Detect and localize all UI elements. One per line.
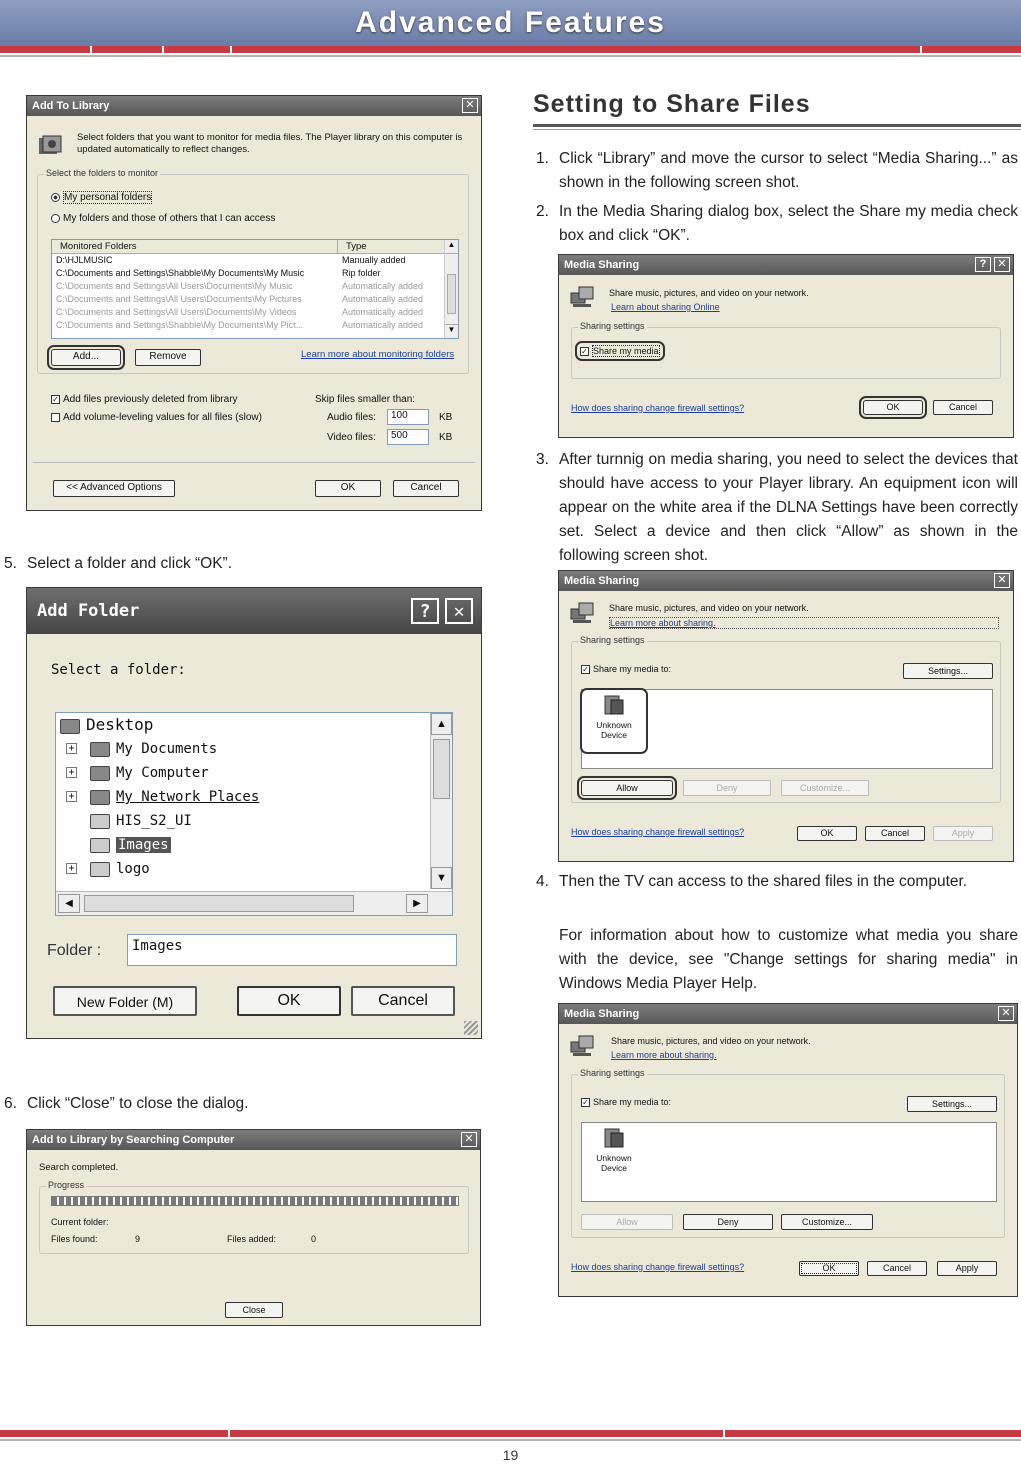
add-button[interactable]: Add... xyxy=(51,349,121,366)
tree-item[interactable] xyxy=(56,737,452,761)
firewall-help-link[interactable]: How does sharing change firewall settings? xyxy=(571,1262,745,1272)
tree-item-label: logo xyxy=(116,861,150,877)
audio-kb-unit: KB xyxy=(439,412,453,423)
table-row[interactable] xyxy=(52,267,458,280)
folder-cell: D:\HJLMUSIC xyxy=(56,255,113,265)
network-share-icon xyxy=(569,285,595,312)
dialog-title: Media Sharing xyxy=(564,1008,640,1020)
folder-input[interactable]: Images xyxy=(127,934,457,966)
type-cell: Automatically added xyxy=(342,281,424,291)
audio-size-input[interactable]: 100 xyxy=(387,409,429,425)
documents-icon xyxy=(90,742,110,757)
cancel-button[interactable]: Cancel xyxy=(393,480,459,497)
monitored-folders-list[interactable] xyxy=(51,239,459,339)
new-folder-button[interactable]: New Folder (M) xyxy=(53,986,197,1016)
radio-my-folders-and-others[interactable]: My folders and those of others that I can access xyxy=(51,213,275,224)
dialog-title: Add to Library by Searching Computer xyxy=(32,1134,235,1146)
table-row[interactable] xyxy=(52,306,458,319)
cancel-button[interactable]: Cancel xyxy=(933,400,993,415)
sharing-settings-label: Sharing settings xyxy=(580,1068,645,1078)
tree-item-label: HIS_S2_UI xyxy=(116,813,192,829)
close-icon[interactable]: ✕ xyxy=(994,257,1010,272)
table-row[interactable] xyxy=(52,254,458,267)
header-rule xyxy=(0,55,1021,57)
share-my-media-checkbox[interactable]: ✓ Share my media xyxy=(579,345,661,357)
help-icon[interactable]: ? xyxy=(411,598,439,624)
type-cell: Rip folder xyxy=(342,268,381,278)
allow-button[interactable]: Allow xyxy=(581,780,673,796)
share-my-media-checkbox[interactable]: ✓ Share my media to: xyxy=(582,664,672,675)
type-cell: Automatically added xyxy=(342,307,424,317)
settings-button[interactable]: Settings... xyxy=(907,1096,997,1112)
resize-grip-icon[interactable] xyxy=(464,1021,478,1035)
media-sharing-dialog-2 xyxy=(558,570,1014,862)
list-scrollbar[interactable]: ▲ ▼ xyxy=(444,240,458,338)
dialog-title: Media Sharing xyxy=(564,575,640,587)
tree-hscrollbar[interactable]: ◀ ▶ xyxy=(56,891,452,915)
share-my-media-checkbox[interactable]: ✓ Share my media to: xyxy=(582,1097,672,1108)
step-3: 3. After turnnig on media sharing, you need to select the devices that should have access to your Player library. An equipment icon will appear on the white area if the DLNA Settings have been correctly set. Select a device and then click “Allow” as shown in the following screen shot. xyxy=(536,451,1018,564)
folder-cell: C:\Documents and Settings\Shabble\My Documents\My Pict... xyxy=(56,320,304,330)
files-found-label: Files found: xyxy=(51,1234,98,1244)
firewall-help-link[interactable]: How does sharing change firewall settings? xyxy=(571,403,745,413)
close-icon[interactable]: ✕ xyxy=(462,98,478,113)
close-icon[interactable]: ✕ xyxy=(998,1006,1014,1021)
folder-cell: C:\Documents and Settings\Shabble\My Documents\My Music xyxy=(56,268,305,278)
folder-icon xyxy=(90,838,110,853)
cancel-button[interactable]: Cancel xyxy=(351,986,455,1016)
step-1: 1. Click “Library” and move the cursor to select “Media Sharing...” as shown in the following screen shot. xyxy=(536,150,1018,191)
sharing-settings-label: Sharing settings xyxy=(580,321,645,331)
tree-item[interactable] xyxy=(56,857,452,881)
apply-button[interactable]: Apply xyxy=(933,826,993,841)
tree-item[interactable] xyxy=(56,761,452,785)
progress-bar xyxy=(51,1196,459,1206)
folder-icon xyxy=(90,862,110,877)
library-icon xyxy=(37,134,63,158)
table-row[interactable] xyxy=(52,293,458,306)
learn-monitoring-link[interactable]: Learn more about monitoring folders xyxy=(301,349,455,360)
share-description: Share music, pictures, and video on your network. xyxy=(609,288,809,298)
media-sharing-dialog-1 xyxy=(558,254,1014,438)
close-button[interactable]: Close xyxy=(225,1302,283,1318)
ok-button[interactable]: OK xyxy=(797,826,857,841)
tree-item-label: My Documents xyxy=(116,741,218,757)
tree-item-label: My Computer xyxy=(116,765,209,781)
expand-icon[interactable]: + xyxy=(66,863,77,874)
expand-icon[interactable]: + xyxy=(66,743,77,754)
chk-add-deleted-files[interactable]: ✓ Add files previously deleted from library xyxy=(52,394,238,405)
video-files-label: Video files: xyxy=(327,432,376,443)
remove-button[interactable]: Remove xyxy=(135,349,201,366)
unknown-device-item[interactable]: Unknown Device xyxy=(586,1125,642,1181)
progress-group-label: Progress xyxy=(48,1180,85,1190)
tree-item[interactable] xyxy=(56,713,452,737)
ok-button[interactable]: OK xyxy=(863,400,923,415)
step-6: 6. Click “Close” to close the dialog. xyxy=(4,1095,249,1112)
tree-item-label: Images xyxy=(118,837,169,853)
tree-item[interactable] xyxy=(56,833,452,857)
header-stripe xyxy=(0,46,1021,53)
col-type[interactable]: Type xyxy=(346,241,367,252)
chk-volume-leveling[interactable]: Add volume-leveling values for all files (slow) xyxy=(51,412,262,423)
network-share-icon xyxy=(569,601,595,628)
header-title: Advanced Features xyxy=(355,6,666,39)
search-status: Search completed. xyxy=(39,1162,119,1173)
advanced-options-button[interactable]: << Advanced Options xyxy=(53,480,175,497)
type-cell: Automatically added xyxy=(342,320,424,330)
deny-button[interactable]: Deny xyxy=(683,1214,773,1230)
settings-button[interactable]: Settings... xyxy=(903,663,993,679)
type-cell: Automatically added xyxy=(342,294,424,304)
close-icon[interactable]: ✕ xyxy=(461,1132,477,1147)
step-5: 5. Select a folder and click “OK”. xyxy=(4,555,233,572)
folder-label: Folder : xyxy=(47,942,102,959)
folder-cell: C:\Documents and Settings\All Users\Documents\My Pictures xyxy=(56,294,302,304)
audio-files-label: Audio files: xyxy=(327,412,376,423)
search-library-dialog xyxy=(26,1129,481,1326)
title-rule-thin xyxy=(533,129,1021,130)
customize-button[interactable]: Customize... xyxy=(781,1214,873,1230)
page-header xyxy=(0,0,1021,46)
share-description: Share music, pictures, and video on your network. xyxy=(611,1036,811,1046)
help-icon[interactable]: ? xyxy=(975,257,991,272)
tree-item-label: My Network Places xyxy=(116,789,260,805)
page-number: 19 xyxy=(502,1447,519,1463)
table-row[interactable] xyxy=(52,280,458,293)
media-sharing-dialog-3 xyxy=(558,1003,1018,1297)
title-rule xyxy=(533,124,1021,127)
footer-stripe xyxy=(0,1430,1021,1437)
dialog-divider xyxy=(33,462,475,463)
learn-sharing-link[interactable]: Learn more about sharing. xyxy=(609,617,999,629)
expand-icon[interactable]: + xyxy=(66,767,77,778)
group-label: Select the folders to monitor xyxy=(46,168,159,178)
footer-rule xyxy=(0,1439,1021,1441)
allow-button[interactable]: Allow xyxy=(581,1214,673,1230)
folder-cell: C:\Documents and Settings\All Users\Documents\My Videos xyxy=(56,307,297,317)
learn-sharing-link[interactable]: Learn about sharing Online xyxy=(611,302,720,312)
apply-button[interactable]: Apply xyxy=(937,1261,997,1276)
tree-vscrollbar[interactable]: ▲ ▼ xyxy=(430,713,452,889)
network-share-icon xyxy=(569,1034,595,1061)
device-list[interactable] xyxy=(581,1122,997,1202)
select-folder-prompt: Select a folder: xyxy=(51,662,186,678)
device-icon xyxy=(601,1127,627,1151)
dialog-title: Add Folder xyxy=(37,601,140,621)
deny-button[interactable]: Deny xyxy=(683,780,771,796)
folder-tree[interactable] xyxy=(55,712,453,916)
ok-button[interactable]: OK xyxy=(799,1261,859,1276)
files-found-value: 9 xyxy=(135,1234,141,1244)
section-title: Setting to Share Files xyxy=(533,90,811,118)
step-4: 4. Then the TV can access to the shared files in the computer. xyxy=(536,873,968,890)
unknown-device-item[interactable]: Unknown Device xyxy=(584,692,644,750)
table-row[interactable] xyxy=(52,319,458,332)
radio-my-personal-folders[interactable]: My personal folders xyxy=(51,192,152,203)
type-cell: Manually added xyxy=(342,255,406,265)
close-icon[interactable]: ✕ xyxy=(445,598,473,624)
device-list[interactable] xyxy=(581,689,993,769)
desktop-icon xyxy=(60,719,80,734)
learn-sharing-link[interactable]: Learn more about sharing. xyxy=(611,1050,717,1060)
video-size-input[interactable]: 500 xyxy=(387,429,429,445)
current-folder-label: Current folder: xyxy=(51,1217,109,1227)
cancel-button[interactable]: Cancel xyxy=(867,1261,927,1276)
step-4-info: For information about how to customize what media you share with the device, see "Change settings for sharing media" in Windows Media Player Help. xyxy=(559,927,1018,992)
folder-cell: C:\Documents and Settings\All Users\Documents\My Music xyxy=(56,281,293,291)
firewall-help-link[interactable]: How does sharing change firewall settings? xyxy=(571,827,745,837)
dialog-description: Select folders that you want to monitor for media files. The Player library on this computer is updated automatically to reflect changes. xyxy=(77,132,463,155)
computer-icon xyxy=(90,766,110,781)
expand-icon[interactable]: + xyxy=(66,791,77,802)
dialog-title: Add To Library xyxy=(32,100,110,112)
sharing-settings-label: Sharing settings xyxy=(580,635,645,645)
tree-item[interactable] xyxy=(56,809,452,833)
files-added-label: Files added: xyxy=(227,1234,277,1244)
video-kb-unit: KB xyxy=(439,432,453,443)
tree-item[interactable] xyxy=(56,785,452,809)
add-to-library-dialog xyxy=(26,95,482,511)
tree-item-label: Desktop xyxy=(86,715,154,734)
ok-button[interactable]: OK xyxy=(315,480,381,497)
device-icon xyxy=(601,694,627,718)
cancel-button[interactable]: Cancel xyxy=(865,826,925,841)
col-monitored-folders[interactable]: Monitored Folders xyxy=(52,240,338,253)
files-added-value: 0 xyxy=(311,1234,317,1244)
add-folder-dialog xyxy=(26,587,482,1039)
skip-files-label: Skip files smaller than: xyxy=(315,394,416,405)
share-description: Share music, pictures, and video on your network. xyxy=(609,603,809,613)
step-2: 2. In the Media Sharing dialog box, select the Share my media check box and click “OK”. xyxy=(536,203,1018,244)
folder-icon xyxy=(90,814,110,829)
dialog-title: Media Sharing xyxy=(564,259,640,271)
customize-button[interactable]: Customize... xyxy=(781,780,869,796)
network-icon xyxy=(90,790,110,805)
close-icon[interactable]: ✕ xyxy=(994,573,1010,588)
ok-button[interactable]: OK xyxy=(237,986,341,1016)
